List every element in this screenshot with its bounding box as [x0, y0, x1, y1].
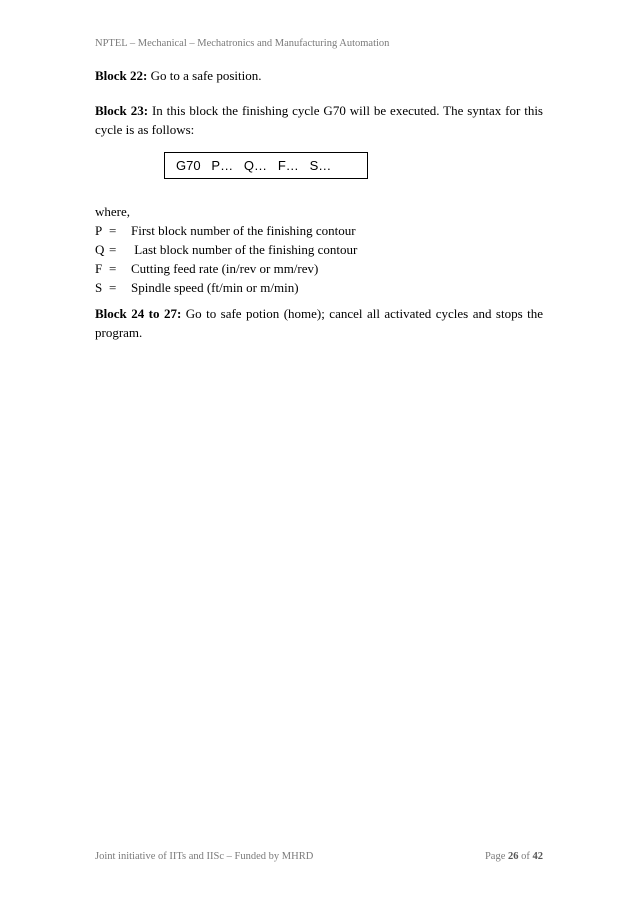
definition-variable: P — [95, 223, 103, 238]
definition-equals: = — [109, 242, 117, 257]
block-22-label: Block 22: — [95, 68, 148, 83]
definition-row-q — [95, 240, 357, 259]
definition-row-p — [95, 221, 357, 240]
page-prefix: Page — [484, 851, 508, 862]
definition-description: Cutting feed rate (in/rev or mm/rev) — [131, 261, 319, 276]
page-mid: of — [518, 851, 533, 862]
page-header: NPTEL – Mechanical – Mechatronics and Manufacturing Automation — [95, 38, 390, 49]
block-22-text: Go to a safe position. — [147, 68, 262, 83]
definition-row-s — [95, 278, 357, 297]
definition-variable: F — [95, 261, 103, 276]
definition-description: First block number of the finishing contour — [131, 223, 356, 238]
definition-description: Last block number of the finishing contour — [131, 242, 358, 257]
block-22-paragraph — [95, 66, 543, 85]
footer-credit: Joint initiative of IITs and IISc – Funded by MHRD — [95, 851, 314, 862]
definition-equals: = — [109, 280, 117, 295]
definition-variable: S — [95, 280, 103, 295]
block-23-paragraph — [95, 101, 543, 139]
block-24-27-label: Block 24 to 27: — [95, 306, 182, 321]
block-23-label: Block 23: — [95, 103, 149, 118]
block-24-27-paragraph — [95, 304, 543, 342]
page-number — [485, 851, 543, 862]
block-24-27-text: Go to safe potion (home); cancel all activated cycles and stops the program. — [95, 306, 543, 340]
page-total: 42 — [532, 851, 543, 862]
definition-equals: = — [109, 261, 117, 276]
definition-list — [95, 221, 357, 297]
definition-equals: = — [109, 223, 117, 238]
where-label: where, — [95, 204, 131, 219]
definition-description: Spindle speed (ft/min or m/min) — [131, 280, 299, 295]
definition-variable: Q — [95, 242, 105, 257]
definition-row-f — [95, 259, 357, 278]
page-current: 26 — [508, 851, 519, 862]
g70-syntax-box: G70 P… Q… F… S… — [164, 152, 368, 179]
block-23-text: In this block the finishing cycle G70 will be executed. The syntax for this cycle is as follows: — [95, 103, 543, 137]
